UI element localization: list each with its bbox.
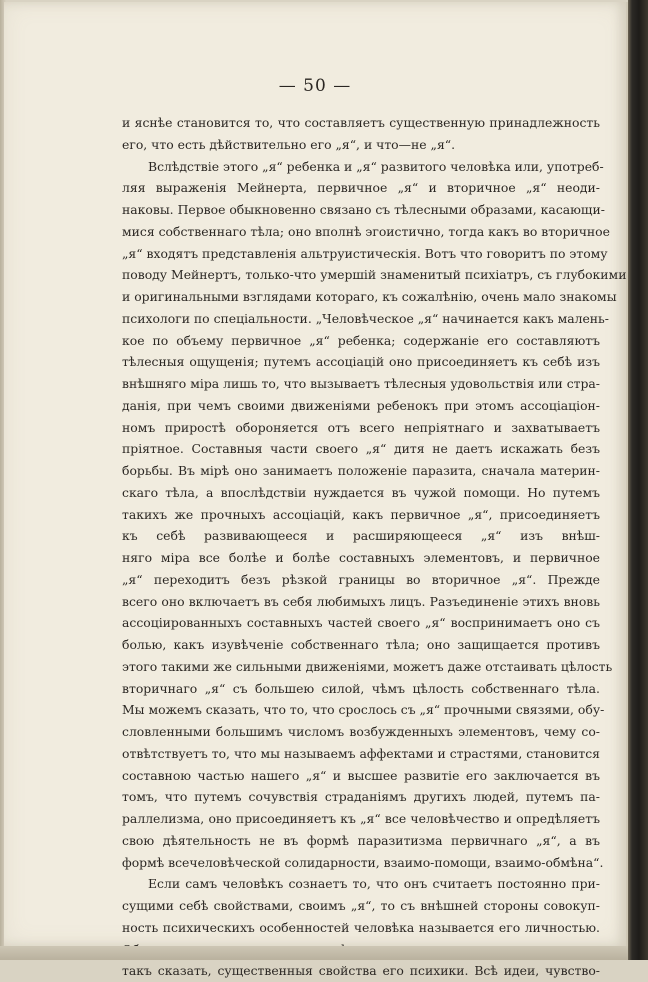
text-line: „я“ переходитъ безъ рѣзкой границы во вторичное „я“. Прежде [122, 571, 600, 587]
text-line: составною частью нашего „я“ и высшее развитіе его заключается въ [122, 767, 600, 783]
text-line: и оригинальными взглядами котораго, къ сожалѣнію, очень мало знакомы [122, 289, 617, 304]
text-line: няго міра все болѣе и болѣе составныхъ элементовъ, и первичное [122, 550, 600, 565]
text-line: борьбы. Въ мірѣ оно занимаетъ положеніе паразита, сначала материн- [122, 463, 600, 478]
text-line: данія, при чемъ своими движеніями ребенокъ при этомъ ассоціаціон- [122, 397, 600, 413]
text-line: „я“ входятъ представленія альтруистическія. Вотъ что говоритъ по этому [122, 245, 608, 261]
text-line: сущими себѣ свойствами, своимъ „я“, то съ внѣшней стороны совокуп- [122, 898, 600, 913]
text-line: формѣ всечеловѣческой солидарности, взаимо-помощи, взаимо-обмѣна“. [122, 854, 604, 870]
text-line: всего оно включаетъ въ себя любимыхъ лицъ. Разъединеніе этихъ вновь [122, 593, 600, 609]
text-line: отвѣтствуетъ то, что мы называемъ аффектами и страстями, становится [122, 745, 600, 761]
text-line: томъ, что путемъ сочувствія страданіямъ другихъ людей, путемъ па- [122, 789, 600, 805]
text-line: пріятное. Составныя части своего „я“ дитя не даетъ искажать безъ [122, 441, 600, 457]
text-line: ассоціированныхъ составныхъ частей своего „я“ воспринимаетъ оно съ [122, 615, 600, 631]
text-line: ляя выраженія Мейнерта, первичное „я“ и вторичное „я“ неоди- [122, 180, 600, 196]
text-line: психологи по спеціальности. „Человѣческое „я“ начинается какъ малень- [122, 310, 609, 326]
text-line: и яснѣе становится то, что составляетъ существенную принадлежность [122, 115, 600, 130]
text-line: тѣлесныя ощущенія; путемъ ассоціацій оно присоединяетъ къ себѣ изъ [122, 354, 600, 370]
text-line: скаго тѣла, а впослѣдствіи нуждается въ чужой помощи. Но путемъ [122, 484, 600, 500]
text-line: къ себѣ развивающееся и расширяющееся „я“ изъ внѣш- [122, 528, 600, 544]
page-number: — 50 — [278, 76, 352, 96]
text-line: его, что есть дѣйствительно его „я“, и что—не „я“. [122, 136, 456, 152]
text-line: словленными большимъ числомъ возбужденныхъ элементовъ, чему со- [122, 724, 600, 739]
text-line: болью, какъ изувѣченіе собственнаго тѣла; оно защищается противъ [122, 637, 600, 652]
text-line: вторичнаго „я“ съ большею силой, чѣмъ цѣлость собственнаго тѣла. [122, 680, 600, 696]
text-line: Мы можемъ сказать, что то, что срослось съ „я“ прочными связями, обу- [122, 702, 605, 718]
book-page [4, 2, 628, 979]
text-line: раллелизма, оно присоединяетъ къ „я“ все человѣчество и опредѣляетъ [122, 811, 600, 826]
text-line: такихъ же прочныхъ ассоціацій, какъ первичное „я“, присоединяетъ [122, 506, 600, 522]
text-line: поводу Мейнертъ, только-что умершій знаменитый психіатръ, съ глубокими [122, 267, 627, 283]
text-line: свою дѣятельность не въ формѣ паразитизма первичнаго „я“, а въ [122, 832, 600, 848]
text-line: наковы. Первое обыкновенно связано съ тѣлесными образами, касающи- [122, 202, 605, 217]
text-line: номъ приростѣ обороняется отъ всего непріятнаго и захватываетъ [122, 419, 600, 435]
text-line: кое по объему первичное „я“ ребенка; содержаніе его составляютъ [122, 332, 600, 348]
text-line: ность психическихъ особенностей человѣка называется его личностью. [122, 919, 600, 935]
paragraph-start-line: Вслѣдствіе этого „я“ ребенка и „я“ развитого человѣка или, употреб- [148, 158, 604, 174]
page-bottom-edge [0, 946, 628, 960]
text-line: внѣшняго міра лишь то, что вызываетъ тѣлесныя удовольствія или стра- [122, 376, 600, 391]
paragraph-start-line: Если самъ человѣкъ сознаетъ то, что онъ считаетъ постоянно при- [148, 876, 600, 892]
book-spine [628, 0, 648, 960]
body-text [122, 112, 627, 982]
text-line: этого такими же сильными движеніями, можетъ даже отстаивать цѣлость [122, 658, 613, 674]
text-line: такъ сказать, существенныя свойства его психики. Всѣ идеи, чувство- [122, 963, 600, 979]
text-line: мися собственнаго тѣла; оно вполнѣ эгоистично, тогда какъ во вторичное [122, 223, 610, 239]
